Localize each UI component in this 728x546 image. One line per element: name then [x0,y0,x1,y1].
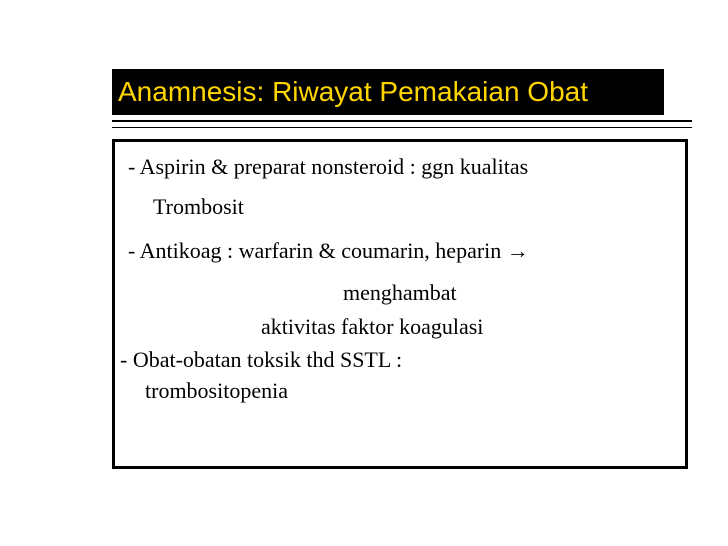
title-divider-thick [112,120,692,122]
bullet-obat-toksik: - Obat-obatan toksik thd SSTL : [120,347,403,372]
bullet-antikoag: - Antikoag : warfarin & coumarin, heparin → [128,238,529,263]
bullet-aspirin: - Aspirin & preparat nonsteroid : ggn kualitas [128,154,529,179]
bullet-antikoag-continuation-1: menghambat [343,280,457,305]
bullet-antikoag-continuation-2: aktivitas faktor koagulasi [261,314,484,339]
slide-title-bar [112,69,664,115]
bullet-aspirin-continuation: Trombosit [153,194,244,219]
slide-title: Anamnesis: Riwayat Pemakaian Obat [118,76,588,107]
title-divider-thin [112,127,692,128]
bullet-obat-toksik-continuation: trombositopenia [145,378,288,403]
